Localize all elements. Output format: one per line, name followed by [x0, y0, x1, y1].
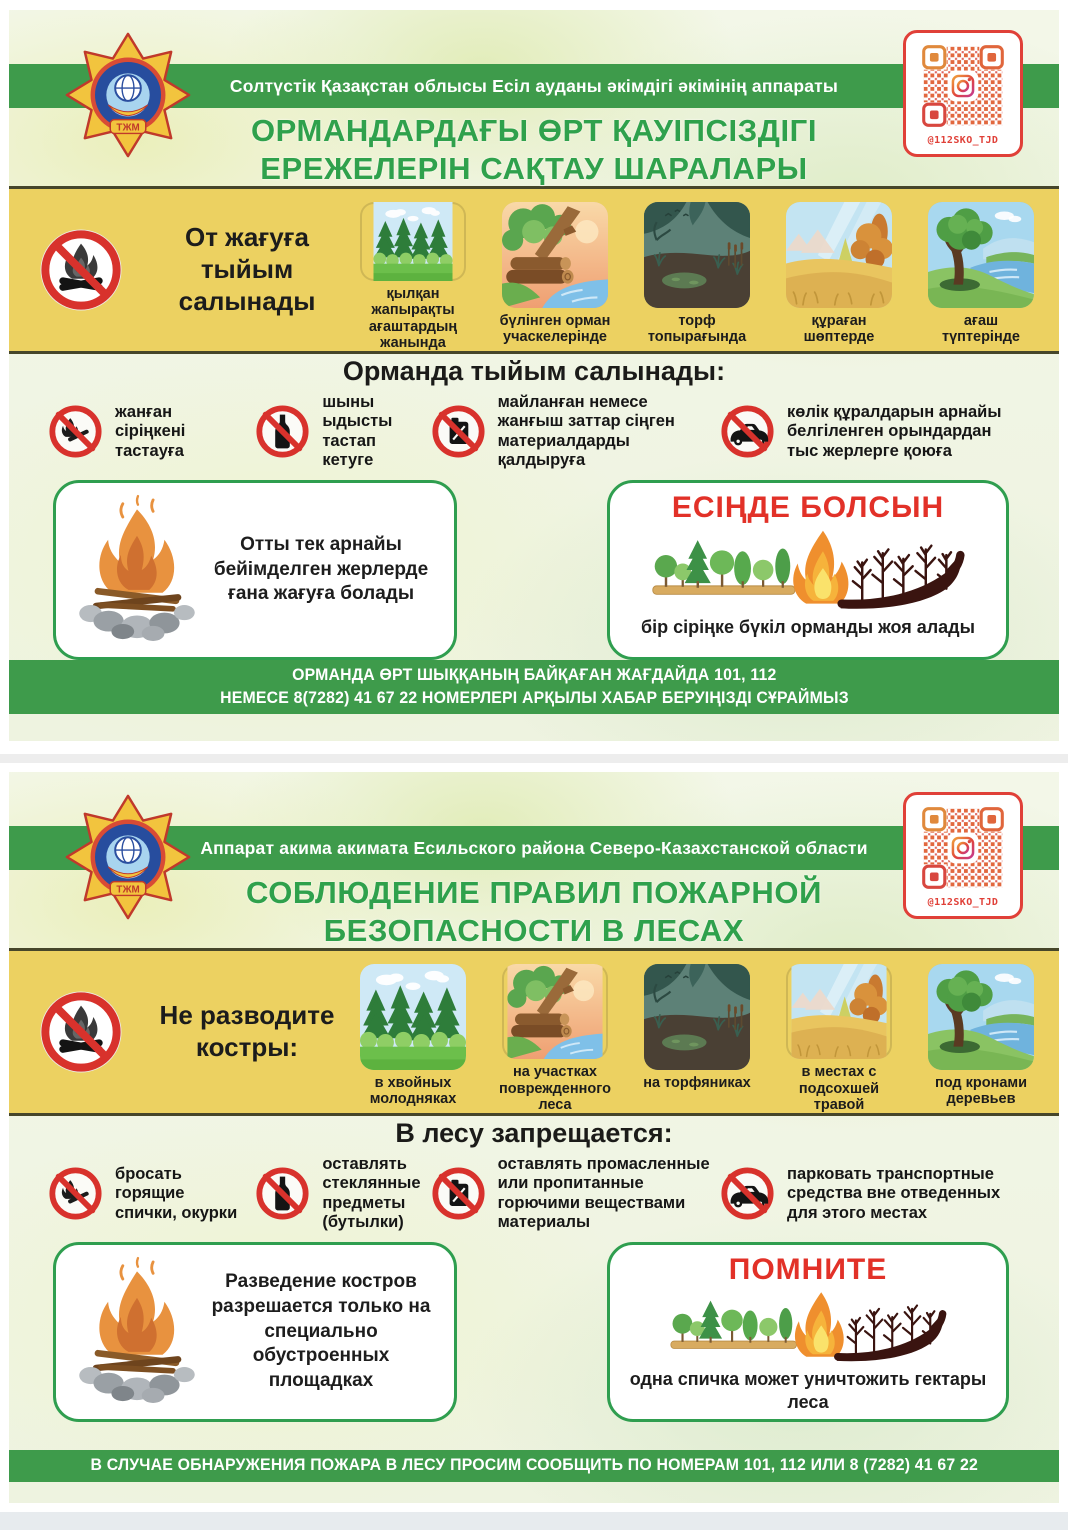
- footer-line-1: В СЛУЧАЕ ОБНАРУЖЕНИЯ ПОЖАРА В ЛЕСУ ПРОСИМ СООБЩИТЬ ПО НОМЕРАМ 101, 112 ИЛИ 8 (7282) 41 67 22: [90, 1456, 978, 1475]
- rule-item: [430, 393, 712, 471]
- title-line-1: ОРМАНДАРДАҒЫ ӨРТ ҚАУІПСІЗДІГІ: [250, 113, 818, 148]
- ban-banner: [9, 186, 1059, 354]
- emergency-ministry-emblem-icon: [49, 788, 207, 926]
- qr-caption: @112SKO_TJD: [927, 135, 999, 146]
- rule-text: майланған немесе жанғыш заттар сіңген материалдарды қалдыруға: [497, 393, 675, 470]
- no-parking-icon: [719, 1165, 776, 1222]
- tile-caption: в местах с подсохшей травой: [798, 1064, 880, 1113]
- title-line-2: ЕРЕЖЕЛЕРІН САҚТАУ ШАРАЛАРЫ: [260, 150, 808, 186]
- rules-row: [9, 1149, 1059, 1233]
- tile-caption: құраған шөптерде: [803, 313, 875, 346]
- page-bottom-strip: [0, 1512, 1068, 1530]
- poster-russian: [9, 772, 1059, 1503]
- campfire-card: [53, 1242, 457, 1422]
- no-burning-match-icon: [47, 1165, 104, 1222]
- peat-bog-image: [644, 202, 750, 308]
- tile-caption: торф топырағында: [647, 313, 747, 346]
- rules-section: [9, 356, 1059, 478]
- footer-band: [9, 660, 1059, 714]
- instagram-qr-code: [903, 792, 1023, 919]
- ban-title: От жағуға тыйым салынады: [178, 222, 316, 316]
- rule-text: шыны ыдысты тастап кетуге: [322, 393, 393, 470]
- match-burning-forest-image: [635, 527, 981, 613]
- rule-text: парковать транспортные средства вне отведенных для этого местах: [786, 1164, 1001, 1222]
- rule-item: [47, 1165, 247, 1223]
- remember-text: одна спичка может уничтожить гектары леса: [629, 1369, 987, 1412]
- remember-title: ПОМНИТЕ: [728, 1253, 888, 1286]
- tile-caption: ағаш түптерінде: [941, 313, 1020, 346]
- ban-title: Не разводите костры:: [159, 1000, 335, 1062]
- no-burning-match-icon: [47, 403, 104, 460]
- remember-card: [607, 1242, 1009, 1422]
- remember-text: бір сіріңке бүкіл орманды жоя алады: [641, 617, 975, 637]
- dry-grass-image: [786, 964, 892, 1059]
- rule-text: жанған сіріңкені тастауға: [115, 402, 186, 460]
- rules-heading: В лесу запрещается:: [395, 1118, 673, 1148]
- rule-item: [430, 1155, 712, 1233]
- ban-tile: [641, 202, 753, 351]
- title-line-1: СОБЛЮДЕНИЕ ПРАВИЛ ПОЖАРНОЙ: [245, 875, 822, 910]
- ban-tile: [783, 202, 895, 351]
- tree-trunks-image: [928, 964, 1034, 1070]
- dry-grass-image: [786, 202, 892, 308]
- ban-tile: [641, 964, 753, 1113]
- tile-caption: на участках поврежденного леса: [499, 1064, 611, 1113]
- rule-item: [254, 1155, 422, 1233]
- ban-tile: [925, 964, 1037, 1113]
- ban-tile: [357, 202, 469, 351]
- rules-row: [9, 387, 1059, 471]
- poster-divider: [0, 754, 1068, 763]
- rule-item: [719, 1165, 1021, 1223]
- rules-heading: Орманда тыйым салынады:: [342, 356, 726, 386]
- campfire-card-text: Отты тек арнайы бейімделген жерлерде ғана жағуға болады: [213, 533, 429, 605]
- tile-caption: в хвойных молодняках: [369, 1075, 457, 1108]
- tile-caption: на торфяниках: [643, 1075, 751, 1091]
- no-glass-bottle-icon: [254, 403, 311, 460]
- org-line: Аппарат акима акимата Есильского района Северо-Казахстанской области: [200, 837, 868, 858]
- ban-tiles: [349, 951, 1041, 1113]
- ban-tiles: [349, 189, 1041, 351]
- ban-tile: [499, 964, 611, 1113]
- rule-text: оставлять промасленные или пропитанные горючими веществами материалы: [497, 1155, 710, 1232]
- footer-band: [9, 1450, 1059, 1482]
- pine-forest-image: [360, 202, 466, 281]
- org-line: Солтүстік Қазақстан облысы Есіл ауданы әкімдігі әкімінің аппараты: [229, 75, 839, 96]
- poster-kazakh: [9, 10, 1059, 741]
- tile-caption: бүлінген орман учаскелерінде: [499, 313, 611, 346]
- peat-bog-image: [644, 964, 750, 1070]
- rule-item: [254, 393, 422, 471]
- pine-forest-image: [360, 964, 466, 1070]
- ban-banner-left: [37, 951, 349, 1113]
- qr-code-icon: [917, 40, 1009, 132]
- remember-card: [607, 480, 1009, 660]
- rule-text: оставлять стеклянные предметы (бутылки): [322, 1155, 421, 1232]
- tile-caption: қылқан жапырақты ағаштардың жанында: [368, 286, 458, 351]
- damaged-forest-image: [502, 964, 608, 1059]
- no-fuel-can-icon: [430, 403, 487, 460]
- rule-item: [47, 403, 247, 461]
- qr-code-icon: [917, 802, 1009, 894]
- campfire-card-text: Разведение костров разрешается только на специально обустроенных площадках: [211, 1271, 431, 1392]
- qr-caption: @112SKO_TJD: [927, 897, 999, 908]
- rules-section: [9, 1118, 1059, 1240]
- footer-line-1: ОРМАНДА ӨРТ ШЫҚҚАНЫҢ БАЙҚАҒАН ЖАҒДАЙДА 101, 112: [291, 665, 777, 684]
- ban-banner-left: [37, 189, 349, 351]
- campfire-image: [66, 488, 208, 652]
- remember-title: ЕСІҢДЕ БОЛСЫН: [671, 491, 945, 524]
- rule-item: [719, 403, 1021, 461]
- title-line-2: БЕЗОПАСНОСТИ В ЛЕСАХ: [323, 912, 745, 948]
- emergency-ministry-emblem-icon: [49, 26, 207, 164]
- no-parking-icon: [719, 403, 776, 460]
- instagram-qr-code: [903, 30, 1023, 157]
- tree-trunks-image: [928, 202, 1034, 308]
- ban-tile: [357, 964, 469, 1113]
- no-fuel-can-icon: [430, 1165, 487, 1222]
- ban-banner: [9, 948, 1059, 1116]
- cards-row: [53, 480, 1009, 660]
- rule-text: көлік құралдарын арнайы белгіленген орындардан тыс жерлерге қоюға: [786, 402, 1002, 460]
- ban-tile: [499, 202, 611, 351]
- ban-tile: [925, 202, 1037, 351]
- cards-row: [53, 1242, 1009, 1422]
- tile-caption: под кронами деревьев: [934, 1075, 1028, 1108]
- match-burning-forest-image: [635, 1289, 981, 1365]
- campfire-image: [66, 1250, 208, 1414]
- no-glass-bottle-icon: [254, 1165, 311, 1222]
- no-bonfire-icon: [37, 988, 125, 1076]
- rule-text: бросать горящие спички, окурки: [115, 1164, 238, 1222]
- no-bonfire-icon: [37, 226, 125, 314]
- damaged-forest-image: [502, 202, 608, 308]
- footer-line-2: НЕМЕСЕ 8(7282) 41 67 22 НОМЕРЛЕРІ АРҚЫЛЫ ХАБАР БЕРУІҢІЗДІ СҰРАЙМЫЗ: [219, 689, 849, 707]
- ban-tile: [783, 964, 895, 1113]
- campfire-card: [53, 480, 457, 660]
